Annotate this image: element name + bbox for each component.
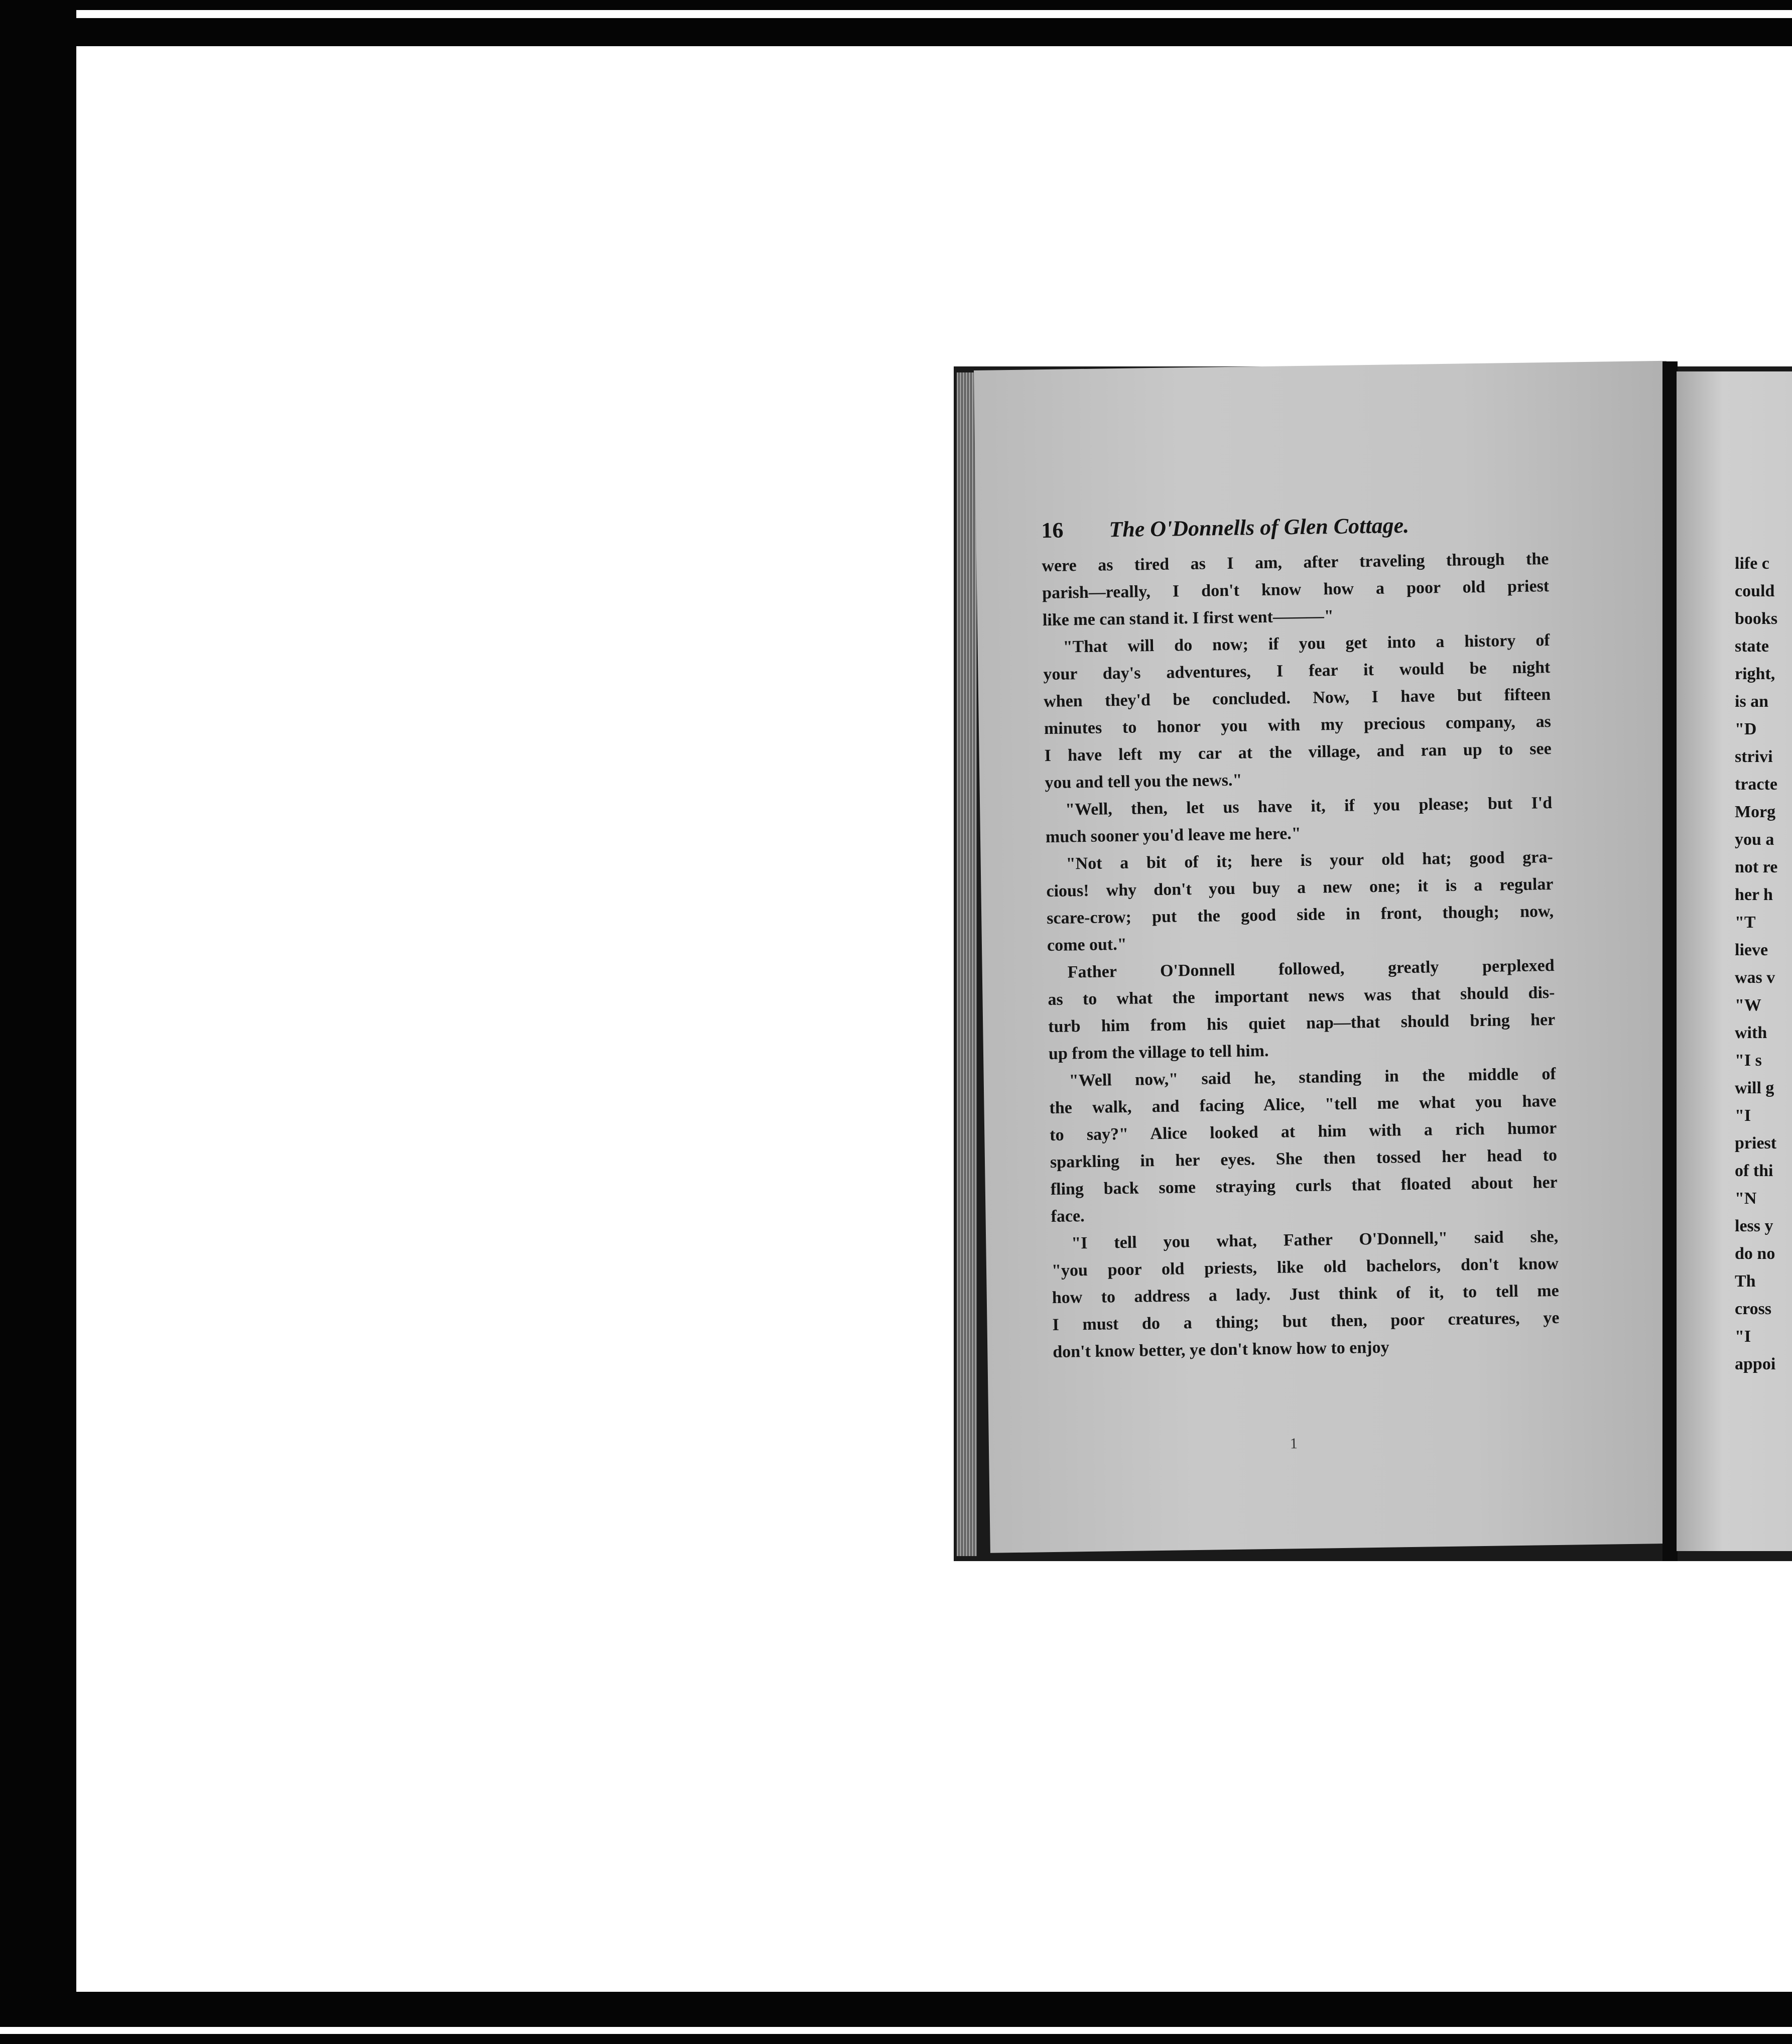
text-line: Father O'Donnell followed, greatly perplexed [1067,956,1555,982]
text-fragment: lieve [1735,941,1768,959]
text-fragment: "I [1735,1106,1751,1125]
text-fragment: Th [1735,1272,1756,1291]
text-fragment: "D [1735,720,1757,738]
text-line: when they'd be concluded. Now, I have but fifteen [1043,685,1551,711]
text-line: "I tell you what, Father O'Donnell," said she, [1071,1227,1559,1253]
folio-mark: 1 [1290,1435,1298,1452]
text-line: don't know better, ye don't know how to enjoy [1053,1338,1389,1361]
text-line: "That will do now; if you get into a history of [1063,631,1550,657]
text-fragment: with [1735,1024,1767,1042]
left-page [974,361,1683,1553]
text-fragment: less y [1735,1217,1773,1235]
text-line: "you poor old priests, like old bachelors, don't know [1051,1254,1559,1281]
text-fragment: tracte [1735,775,1777,794]
text-line: come out." [1047,935,1127,955]
film-border-gap [76,46,1792,49]
text-fragment: appoi [1735,1355,1776,1373]
film-sprocket-strip-top [0,10,1792,18]
text-fragment: life c [1735,554,1769,573]
text-line: parish—really, I don't know how a poor old priest [1042,577,1550,603]
page-number: 16 [1041,518,1064,543]
text-fragment: you a [1735,830,1774,849]
text-line: to say?" Alice looked at him with a rich humor [1050,1118,1557,1145]
text-line: scare-crow; put the good side in front, though; now, [1046,902,1554,928]
text-fragment: Morg [1735,803,1776,821]
text-fragment: right, [1735,665,1775,683]
text-line: I must do a thing; but then, poor creatures, ye [1052,1308,1560,1334]
text-fragment: "T [1735,913,1756,932]
text-fragment: could [1735,582,1775,600]
right-page [1677,371,1792,1551]
text-fragment: do no [1735,1244,1775,1263]
running-title: The O'Donnells of Glen Cottage. [1109,513,1410,542]
text-line: like me can stand it. I first went———" [1042,607,1334,630]
text-line: sparkling in her eyes. She then tossed her head to [1050,1145,1558,1172]
text-line: much sooner you'd leave me here." [1045,824,1301,847]
text-line: up from the village to tell him. [1048,1041,1269,1064]
text-fragment: was v [1735,968,1775,987]
text-fragment: "W [1735,996,1761,1014]
text-fragment: of thi [1735,1162,1773,1180]
text-line: as to what the important news was that should dis- [1048,983,1555,1009]
text-fragment: "I [1735,1327,1751,1346]
running-head [1041,509,1624,543]
text-line: face. [1051,1207,1085,1226]
text-line: "Well, then, let us have it, if you please; but I'd [1065,793,1553,819]
text-line: turb him from his quiet nap—that should bring her [1048,1010,1556,1037]
text-line: the walk, and facing Alice, "tell me what you have [1049,1091,1557,1118]
text-line: fling back some straying curls that floated about her [1050,1173,1558,1199]
text-fragment: state [1735,637,1769,656]
text-line: were as tired as I am, after traveling through the [1042,550,1549,576]
film-sprocket-strip-bottom [0,2027,1792,2034]
text-fragment: her h [1735,885,1773,904]
text-line: "Not a bit of it; here is your old hat; good gra- [1066,847,1553,873]
text-line: your day's adventures, I fear it would be night [1043,658,1551,684]
text-line: how to address a lady. Just think of it, to tell me [1052,1281,1559,1308]
text-fragment: books [1735,609,1778,628]
text-line: I have left my car at the village, and ran up to see [1044,739,1552,765]
text-line: minutes to honor you with my precious company, as [1044,712,1552,738]
book-gutter [1662,361,1678,1561]
text-line: cious! why don't you buy a new one; it is a regular [1046,874,1554,901]
text-fragment: will g [1735,1079,1774,1097]
text-fragment: "I s [1735,1051,1762,1070]
film-border-left [0,0,76,2044]
text-fragment: strivi [1735,747,1773,766]
text-fragment: cross [1735,1300,1772,1318]
body-text [1042,546,1560,1366]
text-fragment: priest [1735,1134,1777,1153]
text-fragment: not re [1735,858,1778,876]
right-page-text-fragments [1735,550,1792,1378]
page-edges [957,372,977,1556]
text-fragment: is an [1735,692,1769,711]
film-border-bottom [0,1992,1792,2044]
text-line: you and tell you the news." [1045,771,1242,793]
text-line: "Well now," said he, standing in the middle of [1069,1064,1556,1090]
film-border-top [0,0,1792,46]
text-fragment: "N [1735,1189,1757,1208]
